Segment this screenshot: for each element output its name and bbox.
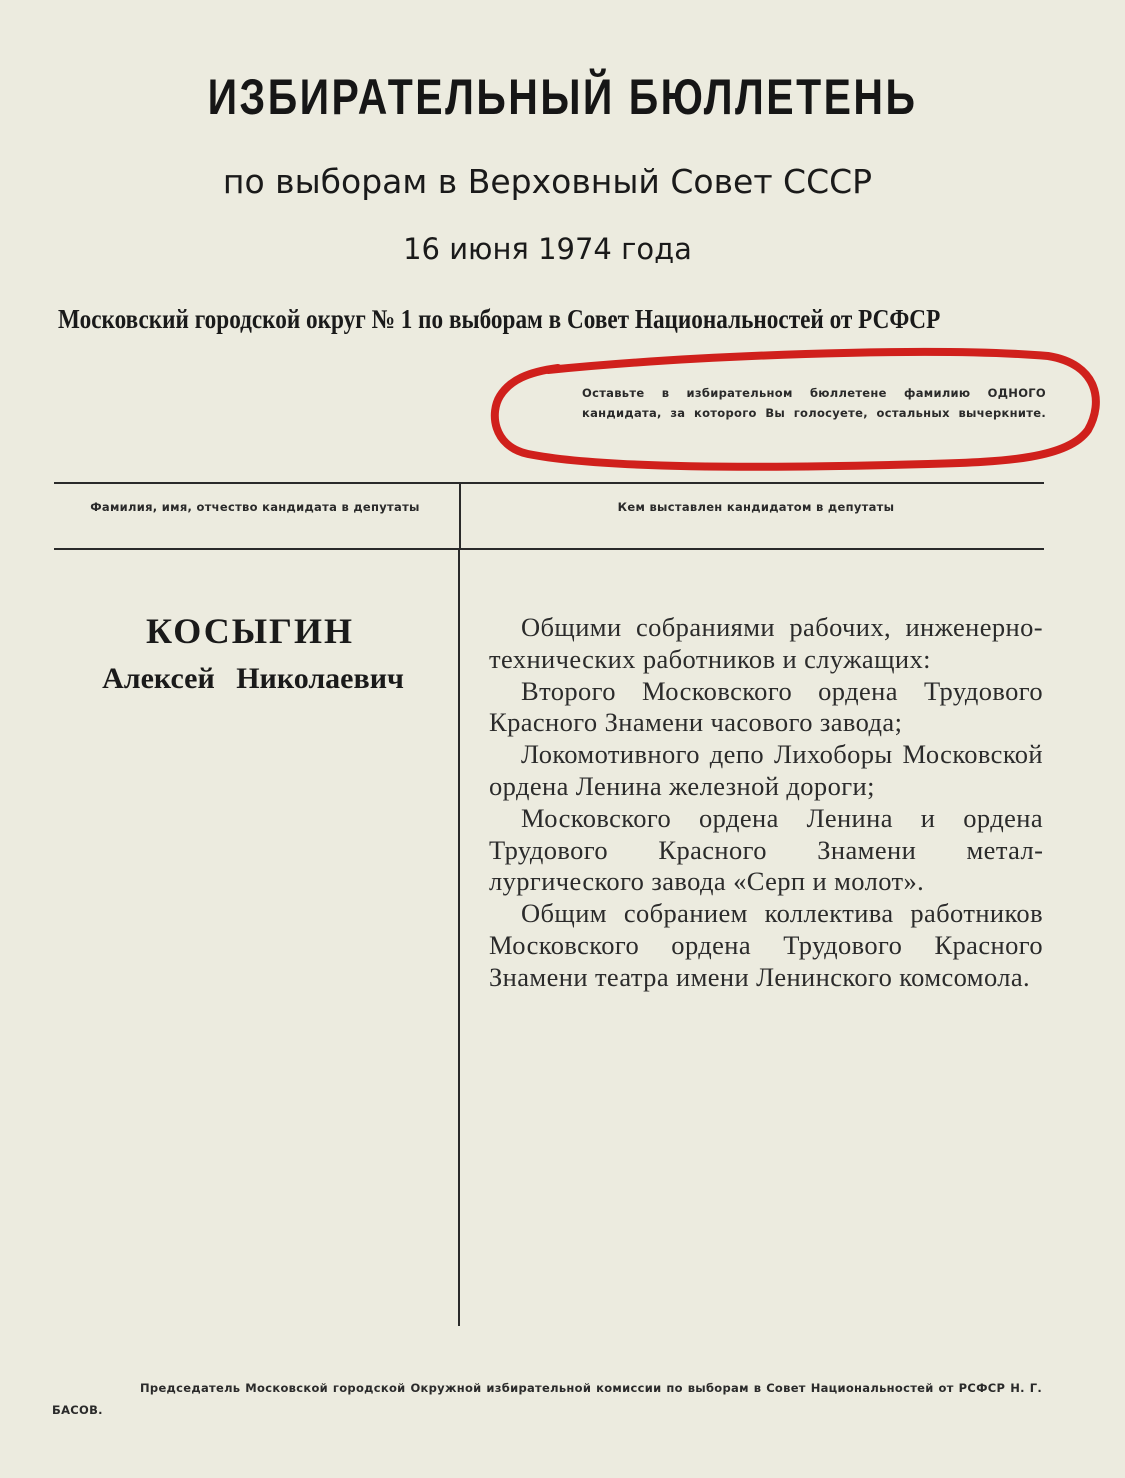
commission-chairman-note: Председатель Московской городской Окружной избирательной комиссии по выборам в Совет Национальностей от РСФСР Н. Г. БАСОВ. — [52, 1381, 1042, 1417]
election-date: 16 июня 1974 года — [403, 232, 692, 266]
column-header-nominated-by: Кем выставлен кандидатом в депутаты — [617, 500, 895, 514]
nominator-paragraph: Второго Московского ордена Трудового Красного Знамени часового завода; — [489, 675, 1043, 738]
nominators-list — [489, 612, 1043, 994]
ballot-subtitle: по выборам в Верховный Совет СССР — [222, 162, 873, 201]
nominator-paragraph: Общими собраниями рабочих, инженерно-технических работников и служащих: — [489, 612, 1043, 674]
voting-instruction: Оставьте в избирательном бюллетене фамилию ОДНОГО кандидата, за которого Вы голосуете, остальных вычеркните. — [582, 386, 1046, 420]
candidate-surname: КОСЫГИН — [146, 611, 354, 651]
table-header-divider — [459, 484, 461, 548]
ballot-title: ИЗБИРАТЕЛЬНЫЙ БЮЛЛЕТЕНЬ — [207, 69, 918, 125]
table-header-rule — [54, 548, 1044, 550]
nominator-paragraph: Общим собранием коллектива работников Московского ордена Трудового Красного Знамени театра имени Ленинского комсомола. — [489, 898, 1043, 992]
circle-stroke — [495, 352, 1096, 467]
nominator-paragraph: Локомотивного депо Лихоборы Московской ордена Ленина железной дороги; — [489, 739, 1043, 801]
nominator-paragraph: Московского ордена Ленина и ордена Трудового Красного Знамени металлургического завода «Серп и молот». — [489, 802, 1043, 897]
red-circle-annotation — [488, 342, 1104, 474]
table-top-rule — [54, 482, 1044, 484]
column-header-candidate: Фамилия, имя, отчество кандидата в депутаты — [90, 500, 420, 514]
electoral-district: Московский городской округ № 1 по выборам в Совет Национальностей от РСФСР — [58, 304, 941, 334]
table-column-divider — [458, 550, 460, 1326]
candidate-name: Алексей Николаевич — [102, 662, 404, 695]
